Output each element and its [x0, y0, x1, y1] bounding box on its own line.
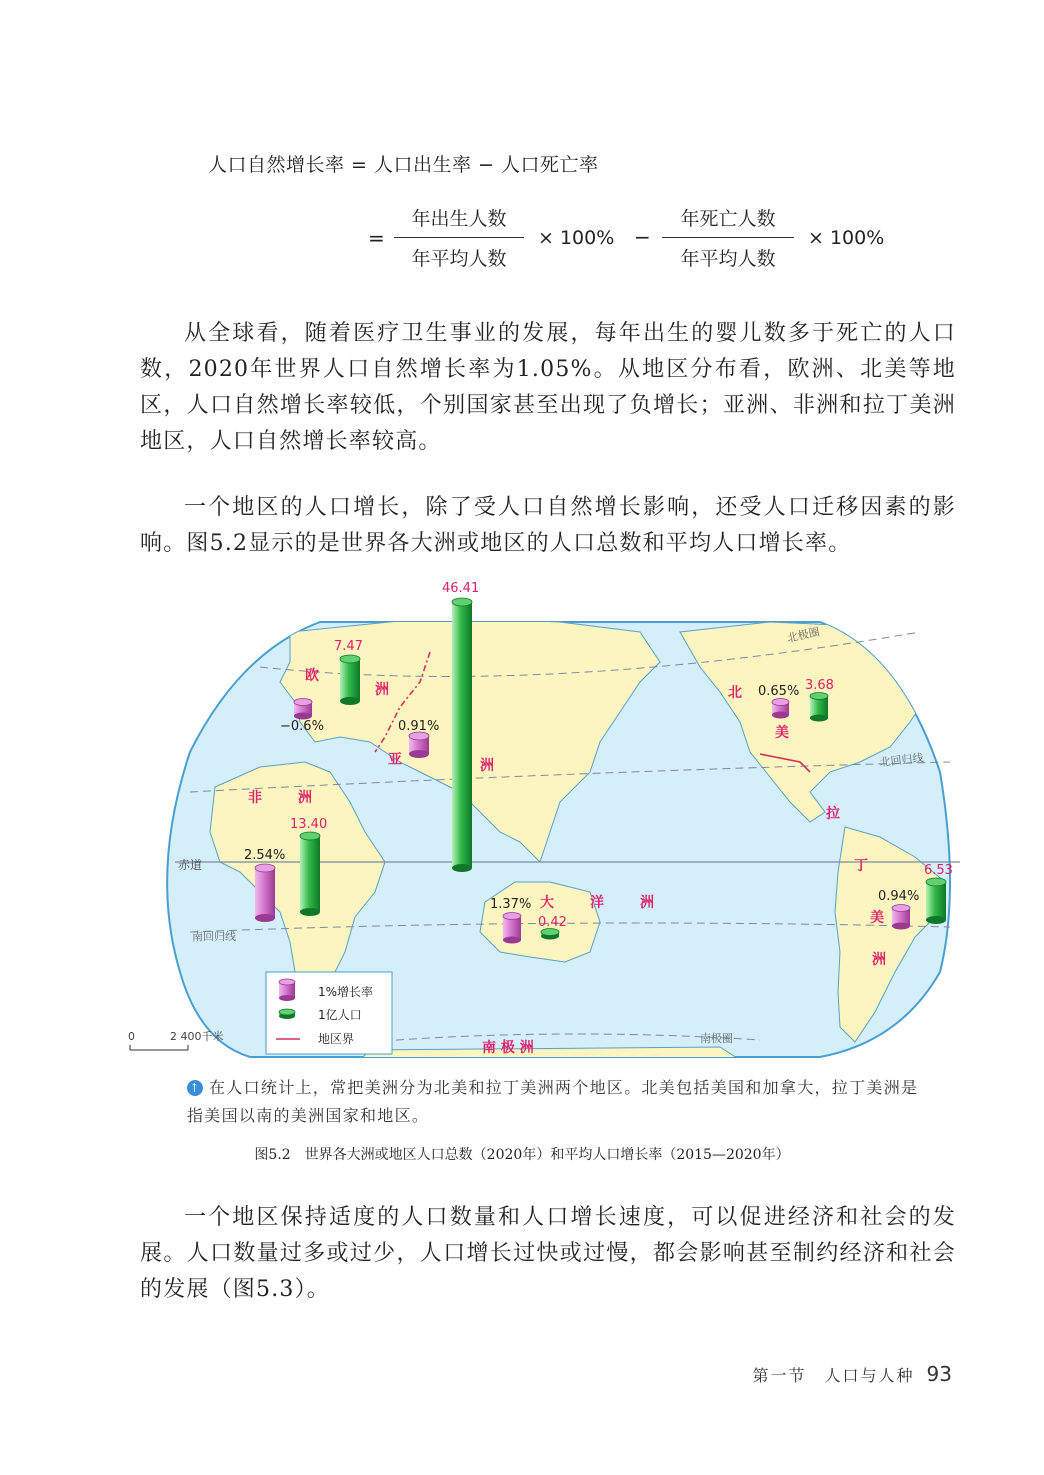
paragraph-global-growth: 从全球看，随着医疗卫生事业的发展，每年出生的婴儿数多于死亡的人口数，2020年世界人口自然增长率为1.05%。从地区分布看，欧洲、北美等地区，人口自然增长率较低，个别国家甚至出现了负增长；亚洲、非洲和拉丁美洲地区，人口自然增长率较高。: [140, 321, 956, 454]
oceania-population-value: 0.42: [538, 915, 567, 930]
figure-note-text: 在人口统计上，常把美洲分为北美和拉丁美洲两个地区。北美包括美国和加拿大，拉丁美洲是指美国以南的美洲国家和地区。: [187, 1078, 919, 1125]
formula-times-1: × 100%: [538, 227, 615, 249]
page-footer: [753, 1362, 952, 1386]
africa-rate-cylinder: [255, 864, 275, 922]
fraction-birth-numerator: 年出生人数: [394, 204, 524, 238]
label-oceania-3: 洲: [640, 895, 654, 911]
asia-rate-cylinder: [409, 732, 429, 758]
paragraph-migration: 一个地区的人口增长，除了受人口自然增长影响，还受人口迁移因素的影响。图5.2显示的是世界各大洲或地区的人口总数和平均人口增长率。: [140, 495, 956, 556]
africa-rate-value: 2.54%: [244, 848, 286, 863]
scale-bar: [128, 1029, 224, 1050]
europe-rate-value: −0.6%: [280, 719, 324, 734]
legend-boundary-label: 地区界: [318, 1032, 355, 1046]
fraction-death-numerator: 年死亡人数: [662, 204, 794, 238]
latin-america-rate-cylinder: [892, 905, 910, 930]
scale-zero: 0: [128, 1030, 135, 1043]
formula-equals: =: [368, 226, 385, 250]
page-number: 93: [926, 1362, 952, 1386]
formula-minus: −: [634, 225, 651, 249]
fraction-birth-denominator: 年平均人数: [411, 248, 507, 270]
oceania-rate-value: 1.37%: [490, 897, 532, 912]
label-latin-1: 拉: [826, 806, 840, 822]
europe-population-value: 7.47: [334, 639, 363, 654]
legend-population-label: 1亿人口: [318, 1008, 362, 1022]
oceania-rate-cylinder: [503, 913, 521, 944]
world-population-map: [120, 572, 960, 1060]
fraction-death: [662, 204, 794, 271]
north-america-rate-value: 0.65%: [758, 684, 800, 699]
oceania-population-cylinder: [541, 929, 559, 940]
fraction-birth: [394, 204, 524, 271]
label-north-america-2: 美: [775, 725, 789, 741]
latin-america-population-cylinder: [926, 878, 946, 924]
label-latin-2: 丁: [854, 858, 868, 874]
legend-rate-label: 1%增长率: [318, 985, 374, 999]
info-arrow-icon: ↑: [187, 1080, 203, 1096]
scale-distance: 2 400千米: [170, 1030, 224, 1043]
label-europe-1: 欧: [305, 668, 319, 684]
europe-population-cylinder: [340, 655, 360, 705]
north-america-rate-cylinder: [772, 699, 789, 719]
equator-label: 赤道: [178, 858, 203, 872]
label-oceania-1: 大: [540, 895, 554, 911]
label-antarctica: 南 极 洲: [482, 1040, 534, 1056]
north-america-population-value: 3.68: [805, 678, 834, 693]
label-africa-2: 洲: [298, 790, 312, 806]
asia-population-value: 46.41: [442, 581, 480, 596]
latin-america-population-value: 6.53: [924, 863, 953, 878]
figure-note: [187, 1074, 927, 1130]
formula-line: 人口自然增长率 = 人口出生率 − 人口死亡率: [208, 154, 599, 176]
paragraph-development: 一个地区保持适度的人口数量和人口增长速度，可以促进经济和社会的发展。人口数量过多或过少，人口增长过快或过慢，都会影响甚至制约经济和社会的发展（图5.3）。: [140, 1205, 956, 1302]
label-asia-2: 洲: [480, 758, 494, 774]
label-asia-1: 亚: [388, 752, 402, 768]
formula-times-2: × 100%: [808, 227, 885, 249]
label-africa-1: 非: [248, 790, 262, 806]
label-oceania-2: 洋: [590, 895, 604, 911]
fraction-death-denominator: 年平均人数: [680, 248, 776, 270]
latin-america-rate-value: 0.94%: [878, 889, 920, 904]
legend-rate-icon: [279, 979, 295, 1001]
label-north-america-1: 北: [728, 685, 742, 701]
label-europe-2: 洲: [375, 682, 389, 698]
legend-population-icon: [279, 1009, 295, 1019]
map-legend: [266, 972, 392, 1054]
asia-rate-value: 0.91%: [398, 719, 440, 734]
label-latin-3: 美: [870, 910, 884, 926]
tropic-north-label: 北回归线: [878, 751, 925, 769]
antarctic-circle-label: 南极圈: [700, 1032, 733, 1045]
tropic-south-label: 南回归线: [192, 930, 236, 943]
footer-section: 第一节 人口与人种: [752, 1366, 915, 1385]
north-america-population-cylinder: [810, 693, 828, 722]
label-latin-4: 洲: [872, 952, 886, 968]
europe-rate-cylinder: [294, 699, 312, 720]
arctic-circle-label: 北极圈: [785, 625, 821, 645]
asia-population-cylinder: [452, 598, 472, 872]
africa-population-value: 13.40: [290, 817, 328, 832]
africa-population-cylinder: [300, 832, 320, 916]
figure-title: 图5.2 世界各大洲或地区人口总数（2020年）和平均人口增长率（2015—2020年）: [254, 1147, 790, 1163]
